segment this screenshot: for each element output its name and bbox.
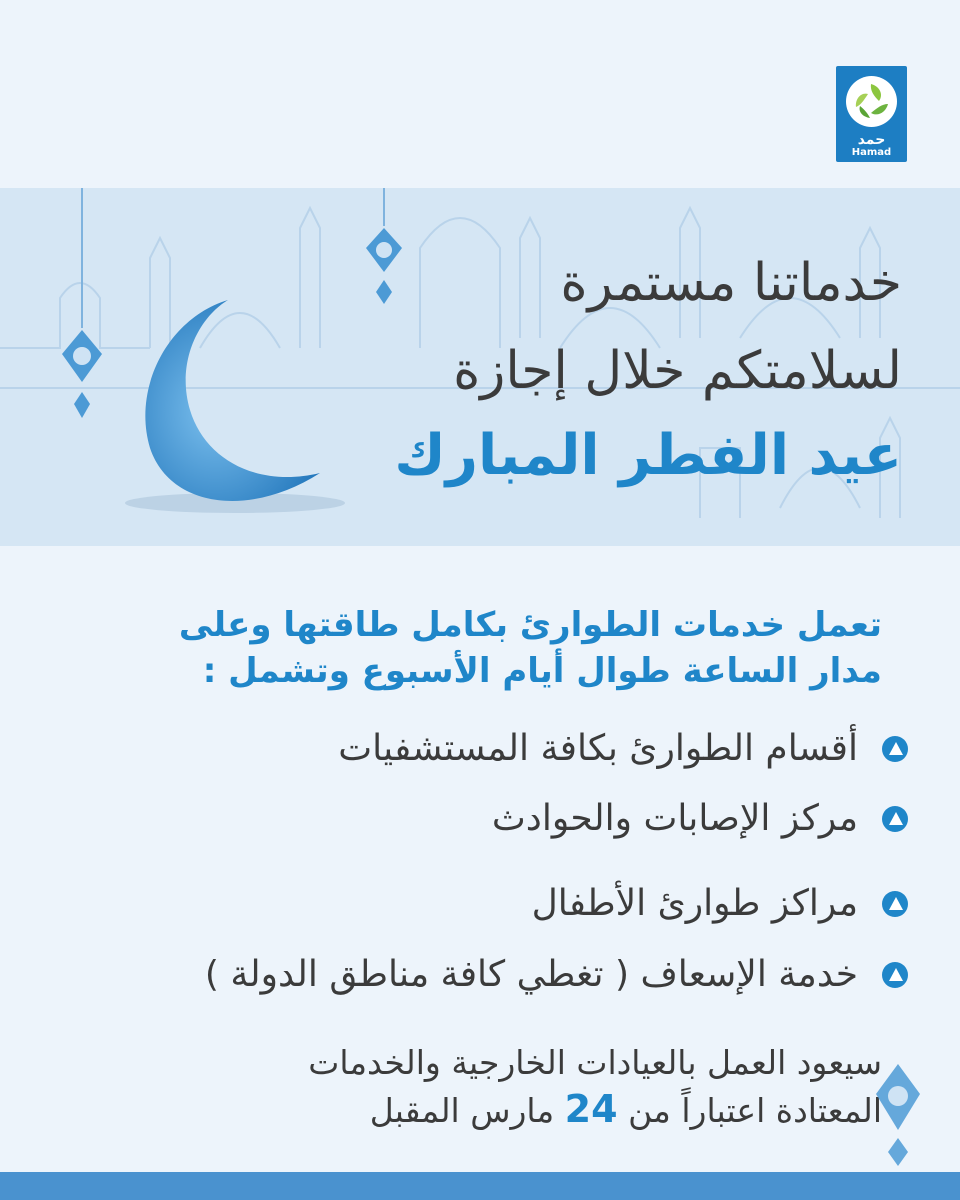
service-label: خدمة الإسعاف ( تغطي كافة مناطق الدولة ): [204, 954, 858, 995]
hamad-logo: [836, 66, 907, 162]
list-item: [492, 798, 908, 839]
intro-text: [62, 602, 882, 694]
note-line-2: [62, 1086, 882, 1134]
crescent-moon-icon: [125, 300, 345, 513]
return-note: [62, 1040, 882, 1134]
logo-leaves-icon: [846, 76, 897, 127]
list-item: [532, 883, 908, 924]
headline-line-2: لسلامتكم خلال إجازة: [453, 341, 902, 401]
lantern-ornament-icon: [62, 188, 402, 418]
logo-english-text: Hamad: [851, 147, 892, 158]
list-bullet-icon: [882, 891, 908, 917]
list-bullet-icon: [882, 962, 908, 988]
service-label: أقسام الطوارئ بكافة المستشفيات: [338, 728, 858, 769]
list-bullet-icon: [882, 736, 908, 762]
note-line-1: سيعود العمل بالعيادات الخارجية والخدمات: [308, 1043, 882, 1082]
headline-eid-title: عيد الفطر المبارك: [394, 423, 902, 488]
list-item: [205, 954, 908, 995]
lantern-ornament-icon: [868, 1060, 928, 1170]
note-line-2-start: المعتادة اعتباراً من: [628, 1091, 882, 1130]
service-label: مركز الإصابات والحوادث: [491, 798, 858, 839]
date-number: 24: [564, 1087, 618, 1131]
service-label: مراكز طوارئ الأطفال: [531, 883, 858, 924]
list-bullet-icon: [882, 806, 908, 832]
bottom-bar: [0, 1172, 960, 1200]
headline-line-1: خدماتنا مستمرة: [560, 253, 902, 313]
logo-arabic-text: حمد: [857, 132, 886, 148]
list-item: [338, 728, 908, 769]
note-line-2-end: مارس المقبل: [369, 1091, 555, 1130]
intro-line-2: مدار الساعة طوال أيام الأسبوع وتشمل :: [202, 651, 882, 691]
intro-line-1: تعمل خدمات الطوارئ بكامل طاقتها وعلى: [178, 605, 882, 645]
